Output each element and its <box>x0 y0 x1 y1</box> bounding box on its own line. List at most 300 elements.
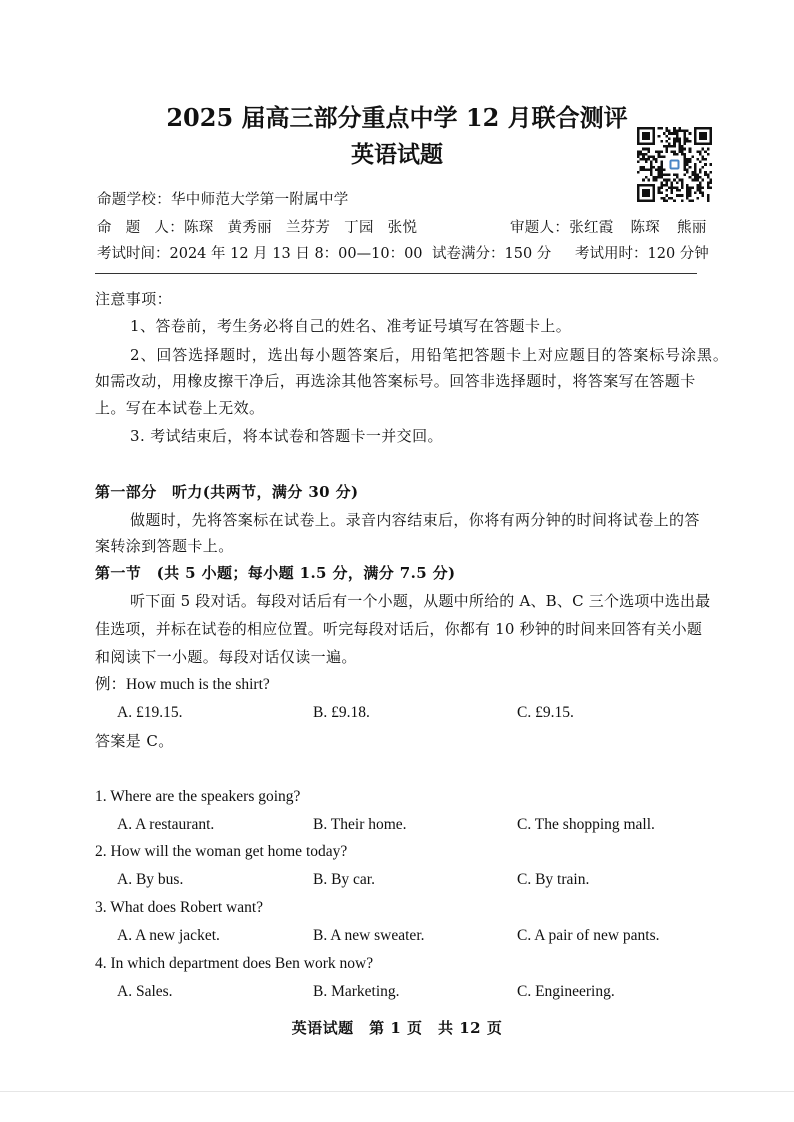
qr-module <box>655 158 658 161</box>
qr-module <box>681 199 684 202</box>
qr-module <box>681 148 684 151</box>
qr-module <box>650 171 653 174</box>
qr-module <box>671 197 674 200</box>
qr-module <box>671 145 674 148</box>
qr-module <box>696 176 699 179</box>
qr-module <box>673 132 676 135</box>
exam-time: 考试时间：2024 年 12 月 13 日 8：00—10：00 <box>97 246 423 262</box>
qr-module <box>653 158 656 161</box>
qr-module <box>696 189 699 192</box>
qr-module <box>642 132 650 140</box>
qr-module <box>707 181 710 184</box>
qr-module <box>647 179 650 182</box>
qr-module <box>673 199 676 202</box>
qr-module <box>676 194 679 197</box>
qr-module <box>658 174 661 177</box>
qr-module <box>686 140 689 143</box>
question-3-stem: 3. What does Robert want? <box>95 899 264 916</box>
qr-module <box>699 181 702 184</box>
exam-subtitle: 英语试题 <box>351 141 443 168</box>
qr-module <box>681 145 684 148</box>
qr-module <box>658 192 661 195</box>
qr-module <box>702 194 705 197</box>
qr-module <box>647 158 650 161</box>
qr-module <box>686 189 689 192</box>
qr-module <box>660 192 663 195</box>
example-answer: 答案是 C。 <box>95 732 174 750</box>
qr-module <box>694 179 697 182</box>
qr-module <box>650 166 653 169</box>
qr-module <box>642 168 645 171</box>
qr-module <box>689 132 692 135</box>
qr-module <box>676 135 679 138</box>
qr-module <box>642 158 645 161</box>
qr-module <box>699 168 702 171</box>
qr-module <box>671 184 674 187</box>
qr-module <box>658 166 661 169</box>
qr-module <box>673 174 676 177</box>
qr-module <box>699 153 702 156</box>
qr-module <box>660 161 663 164</box>
qr-module <box>689 166 692 169</box>
qr-module <box>668 132 671 135</box>
qr-module <box>671 192 674 195</box>
qr-module <box>699 161 702 164</box>
qr-module <box>640 168 643 171</box>
qr-module <box>702 179 705 182</box>
qr-module <box>702 166 705 169</box>
qr-module <box>640 158 643 161</box>
qr-code-icon <box>637 127 712 202</box>
qr-module <box>684 132 687 135</box>
qr-module <box>668 179 671 182</box>
qr-module <box>694 168 697 171</box>
qr-module <box>678 150 681 153</box>
qr-module <box>645 161 648 164</box>
qr-module <box>660 181 663 184</box>
qr-module <box>673 130 676 133</box>
qr-module <box>689 158 692 161</box>
qr-module <box>689 161 692 164</box>
qr-module <box>707 148 710 151</box>
qr-module <box>694 163 697 166</box>
qr-module <box>678 194 681 197</box>
qr-module <box>689 199 692 202</box>
qr-module <box>707 184 710 187</box>
part1-intro-cont: 案转涂到答题卡上。 <box>95 537 234 555</box>
qr-module <box>699 184 702 187</box>
qr-module <box>658 171 661 174</box>
qr-module <box>663 132 666 135</box>
qr-module <box>658 155 661 158</box>
qr-module <box>686 163 689 166</box>
qr-module <box>660 150 663 153</box>
qr-module <box>660 184 663 187</box>
qr-module <box>676 176 679 179</box>
qr-module <box>671 189 674 192</box>
qr-module <box>686 192 689 195</box>
qr-module <box>678 145 681 148</box>
qr-module <box>709 181 712 184</box>
qr-module <box>637 153 640 156</box>
part1-intro: 做题时，先将答案标在试卷上。录音内容结束后，你将有两分钟的时间将试卷上的答 <box>130 511 700 529</box>
qr-module <box>668 130 671 133</box>
qr-module <box>704 158 707 161</box>
exam-title: 2025 届高三部分重点中学 12 月联合测评 <box>166 103 628 132</box>
qr-module <box>686 158 689 161</box>
qr-module <box>684 137 687 140</box>
qr-module <box>673 143 676 146</box>
qr-module <box>655 179 658 182</box>
qr-module <box>663 145 666 148</box>
qr-module <box>684 148 687 151</box>
qr-module <box>645 176 648 179</box>
qr-module <box>668 137 671 140</box>
notice-item-2-cont: 如需改动，用橡皮擦干净后，再选涂其他答案标号。回答非选择题时，将答案写在答题卡 <box>95 372 696 390</box>
qr-module <box>689 176 692 179</box>
qr-module <box>673 153 676 156</box>
section1-instructions-cont: 佳选项，并标在试卷的相应位置。听完每段对话后，你都有 10 秒钟的时间来回答有关小题 <box>95 620 703 638</box>
qr-module <box>665 184 668 187</box>
qr-module <box>696 184 699 187</box>
section1-instructions: 听下面 5 段对话。每段对话后有一个小题，从题中所给的 A、B、C 三个选项中选出最 <box>130 592 711 610</box>
qr-module <box>676 140 679 143</box>
qr-module <box>660 166 663 169</box>
qr-module <box>658 135 661 138</box>
qr-module <box>686 194 689 197</box>
reviewers-line: 审题人：张红霞 陈琛 熊丽 <box>510 220 707 236</box>
qr-module <box>681 181 684 184</box>
qr-module <box>673 137 676 140</box>
question-3-option-a: A. A new jacket. <box>117 927 220 944</box>
qr-module <box>709 186 712 189</box>
qr-module <box>665 127 668 130</box>
qr-module <box>691 171 694 174</box>
qr-module <box>655 150 658 153</box>
qr-module <box>678 143 681 146</box>
qr-module <box>645 168 648 171</box>
qr-module <box>686 197 689 200</box>
notice-item-2: 2、回答选择题时，选出每小题答案后，用铅笔把答题卡上对应题目的答案标号涂黑。 <box>130 346 729 364</box>
qr-module <box>658 186 661 189</box>
qr-module <box>658 168 661 171</box>
qr-module <box>678 189 681 192</box>
qr-module <box>709 163 712 166</box>
qr-module <box>660 197 663 200</box>
qr-module <box>671 186 674 189</box>
qr-module <box>676 137 679 140</box>
qr-module <box>689 150 692 153</box>
qr-module <box>665 130 668 133</box>
qr-module <box>660 176 663 179</box>
qr-module <box>704 171 707 174</box>
qr-module <box>689 148 692 151</box>
qr-module <box>686 186 689 189</box>
question-2-stem: 2. How will the woman get home today? <box>95 843 348 860</box>
qr-module <box>681 179 684 182</box>
notice-item-1: 1、答卷前，考生务必将自己的姓名、准考证号填写在答题卡上。 <box>130 317 572 335</box>
notice-item-2-cont2: 上。写在本试卷上无效。 <box>95 399 265 417</box>
qr-module <box>668 143 671 146</box>
qr-module <box>665 189 668 192</box>
qr-module <box>678 127 681 130</box>
qr-module <box>673 150 676 153</box>
exam-duration: 考试用时：120 分钟 <box>575 246 709 262</box>
qr-module <box>645 148 648 151</box>
qr-module <box>637 161 640 164</box>
qr-module <box>660 163 663 166</box>
qr-module <box>694 166 697 169</box>
qr-module <box>681 194 684 197</box>
example-option-b: B. £9.18. <box>313 704 370 721</box>
qr-module <box>694 192 697 195</box>
qr-module <box>684 166 687 169</box>
qr-module <box>684 155 687 158</box>
qr-module <box>645 153 648 156</box>
qr-module <box>676 153 679 156</box>
qr-module <box>686 137 689 140</box>
qr-module <box>660 174 663 177</box>
section1-instructions-cont2: 和阅读下一小题。每段对话仅读一遍。 <box>95 648 357 666</box>
qr-module <box>686 168 689 171</box>
qr-module <box>707 174 710 177</box>
qr-module <box>691 179 694 182</box>
qr-module <box>684 158 687 161</box>
page-edge <box>0 1091 794 1092</box>
setting-school: 命题学校：华中师范大学第一附属中学 <box>97 192 349 208</box>
qr-module <box>671 150 674 153</box>
qr-module <box>653 155 656 158</box>
qr-module <box>663 199 666 202</box>
qr-module <box>676 189 679 192</box>
qr-module <box>691 186 694 189</box>
qr-module <box>642 166 645 169</box>
qr-module <box>640 166 643 169</box>
qr-module <box>673 186 676 189</box>
qr-module <box>642 179 645 182</box>
qr-module <box>684 161 687 164</box>
notice-item-3: 3. 考试结束后，将本试卷和答题卡一并交回。 <box>130 427 443 445</box>
qr-module <box>684 143 687 146</box>
qr-module <box>702 158 705 161</box>
page-footer: 英语试题 第 1 页 共 12 页 <box>291 1019 503 1037</box>
example-option-c: C. £9.15. <box>517 704 574 721</box>
qr-module <box>684 168 687 171</box>
qr-module <box>645 158 648 161</box>
header-divider <box>95 273 697 274</box>
part1-heading: 第一部分 听力(共两节，满分 30 分) <box>95 483 359 501</box>
qr-module <box>653 179 656 182</box>
question-2-option-a: A. By bus. <box>117 871 184 888</box>
qr-module <box>665 181 668 184</box>
qr-module <box>684 140 687 143</box>
qr-module <box>696 179 699 182</box>
qr-module <box>650 168 653 171</box>
qr-module <box>663 184 666 187</box>
qr-module <box>678 148 681 151</box>
qr-module <box>689 140 692 143</box>
qr-module <box>684 153 687 156</box>
qr-module <box>637 155 640 158</box>
qr-module <box>691 199 694 202</box>
qr-module <box>665 150 668 153</box>
section1-heading: 第一节 (共 5 小题；每小题 1.5 分，满分 7.5 分) <box>95 564 456 582</box>
qr-module <box>678 140 681 143</box>
qr-module <box>689 189 692 192</box>
qr-module <box>663 155 666 158</box>
qr-module <box>655 176 658 179</box>
qr-module <box>709 171 712 174</box>
qr-module <box>684 135 687 138</box>
question-4-option-c: C. Engineering. <box>517 983 615 1000</box>
qr-module <box>658 127 661 130</box>
qr-module <box>689 194 692 197</box>
qr-module <box>660 168 663 171</box>
qr-module <box>702 186 705 189</box>
qr-module <box>681 130 684 133</box>
question-1-option-c: C. The shopping mall. <box>517 816 655 833</box>
qr-module <box>640 150 643 153</box>
qr-module <box>699 132 707 140</box>
qr-module <box>676 130 679 133</box>
qr-module <box>671 181 674 184</box>
question-2-option-c: C. By train. <box>517 871 590 888</box>
qr-module <box>699 189 702 192</box>
question-1-option-a: A. A restaurant. <box>117 816 215 833</box>
qr-module <box>678 179 681 182</box>
qr-module <box>668 186 671 189</box>
qr-module <box>676 186 679 189</box>
qr-module <box>704 150 707 153</box>
qr-module <box>655 168 658 171</box>
full-score: 试卷满分：150 分 <box>432 246 552 262</box>
qr-module <box>681 186 684 189</box>
qr-module <box>686 130 689 133</box>
qr-module <box>658 150 661 153</box>
qr-module <box>637 171 640 174</box>
question-4-stem: 4. In which department does Ben work now? <box>95 955 374 972</box>
qr-module <box>676 181 679 184</box>
qr-module <box>704 163 707 166</box>
qr-module <box>689 186 692 189</box>
question-3-option-c: C. A pair of new pants. <box>517 927 660 944</box>
qr-module <box>663 197 666 200</box>
qr-module <box>684 174 687 177</box>
qr-module <box>653 176 656 179</box>
qr-module <box>699 171 702 174</box>
qr-module <box>660 127 663 130</box>
qr-module <box>660 186 663 189</box>
qr-module <box>673 140 676 143</box>
question-1-stem: 1. Where are the speakers going? <box>95 788 301 805</box>
qr-module <box>691 155 694 158</box>
qr-module <box>647 148 650 151</box>
qr-module <box>642 153 645 156</box>
question-4-option-b: B. Marketing. <box>313 983 400 1000</box>
qr-module <box>707 199 710 202</box>
qr-module <box>642 189 650 197</box>
qr-module <box>676 132 679 135</box>
example-stem: 例：How much is the shirt? <box>95 676 270 693</box>
question-3-option-b: B. A new sweater. <box>313 927 425 944</box>
qr-module <box>686 161 689 164</box>
qr-module <box>686 184 689 187</box>
qr-module <box>673 145 676 148</box>
qr-module <box>660 155 663 158</box>
qr-module <box>663 168 666 171</box>
qr-module <box>696 174 699 177</box>
qr-module <box>658 176 661 179</box>
qr-module <box>650 155 653 158</box>
qr-module <box>668 197 671 200</box>
qr-module <box>660 140 663 143</box>
qr-module <box>647 150 650 153</box>
qr-module <box>650 163 653 166</box>
qr-module <box>699 186 702 189</box>
qr-module <box>702 148 705 151</box>
qr-module <box>691 174 694 177</box>
qr-module <box>665 179 668 182</box>
qr-module <box>699 150 702 153</box>
example-option-a: A. £19.15. <box>117 704 183 721</box>
qr-module <box>684 163 687 166</box>
qr-module <box>647 155 650 158</box>
qr-module <box>640 153 643 156</box>
qr-module <box>704 174 707 177</box>
qr-module <box>665 140 668 143</box>
qr-module <box>653 166 656 169</box>
qr-module <box>671 132 674 135</box>
qr-module <box>678 137 681 140</box>
qr-module <box>694 176 697 179</box>
question-4-option-a: A. Sales. <box>117 983 173 1000</box>
qr-module <box>673 127 676 130</box>
qr-module <box>707 176 710 179</box>
qr-module <box>650 161 653 164</box>
setters-line: 命 题 人：陈琛 黄秀丽 兰芬芳 丁园 张悦 <box>97 220 418 236</box>
qr-module <box>699 192 702 195</box>
qr-module <box>696 150 699 153</box>
qr-module <box>663 174 666 177</box>
qr-module <box>637 150 640 153</box>
qr-logo-inner <box>672 162 678 168</box>
qr-module <box>650 174 653 177</box>
qr-module <box>696 186 699 189</box>
qr-module <box>696 197 699 200</box>
qr-module <box>668 174 671 177</box>
qr-module <box>642 148 645 151</box>
qr-module <box>676 174 679 177</box>
qr-module <box>642 155 645 158</box>
qr-module <box>689 192 692 195</box>
qr-module <box>665 135 668 138</box>
qr-module <box>665 174 668 177</box>
qr-module <box>707 186 710 189</box>
qr-module <box>686 171 689 174</box>
qr-module <box>707 153 710 156</box>
qr-module <box>658 189 661 192</box>
qr-module <box>665 148 668 151</box>
qr-module <box>665 199 668 202</box>
qr-module <box>655 161 658 164</box>
qr-module <box>702 192 705 195</box>
qr-module <box>660 171 663 174</box>
qr-module <box>647 168 650 171</box>
qr-module <box>678 130 681 133</box>
qr-module <box>668 145 671 148</box>
qr-module <box>681 184 684 187</box>
qr-module <box>684 130 687 133</box>
